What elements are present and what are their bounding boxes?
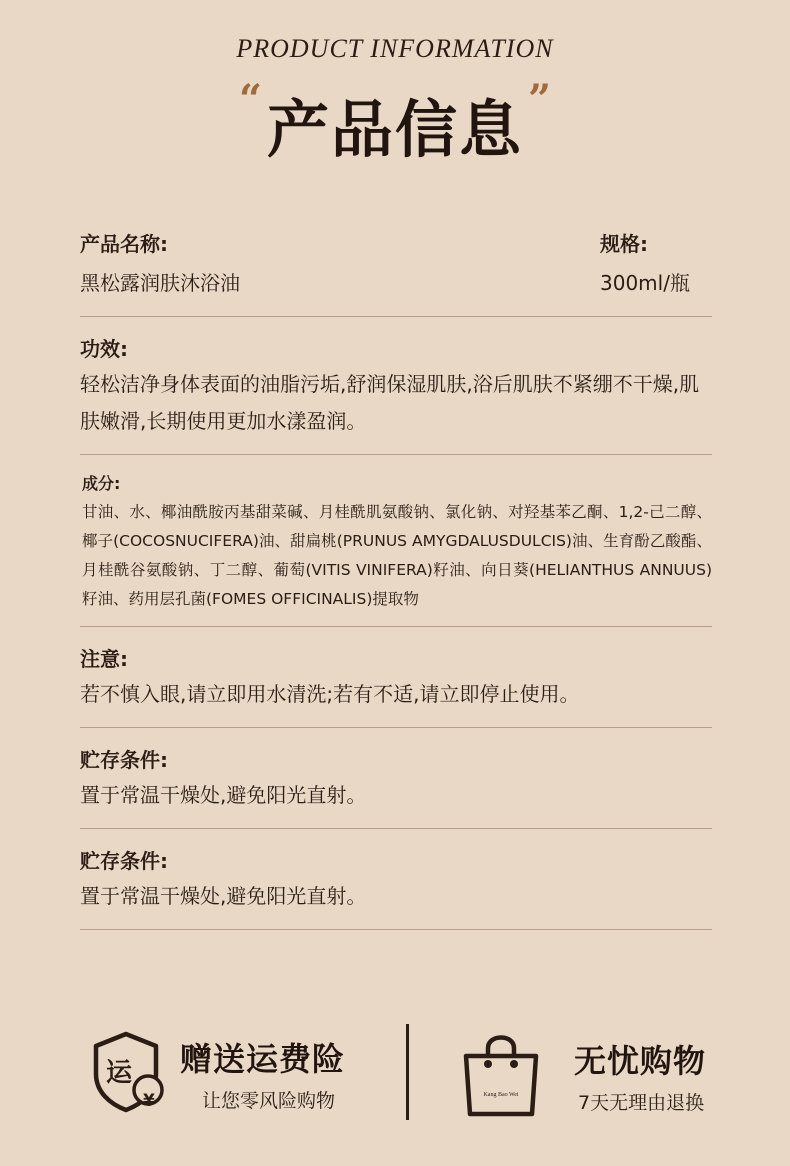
worry-free-subtitle: 7天无理由退换	[578, 1092, 705, 1114]
divider	[80, 929, 712, 930]
info-content	[80, 228, 712, 930]
product-row	[80, 228, 712, 296]
storage-text: 置于常温干燥处,避免阳光直射。	[80, 783, 367, 807]
page-title	[238, 76, 553, 169]
en-title: PRODUCT INFORMATION	[236, 34, 554, 63]
storage-text: 置于常温干燥处,避免阳光直射。	[80, 884, 367, 908]
divider	[80, 454, 712, 455]
caution-section	[80, 643, 712, 713]
worry-free-title: 无忧购物	[574, 1042, 707, 1080]
efficacy-text: 轻松洁净身体表面的油脂污垢,舒润保湿肌肤,浴后肌肤不紧绷不干燥,肌肤嫩滑,长期使用更加水漾盈润。	[80, 372, 700, 433]
storage-label: 贮存条件:	[80, 849, 168, 873]
spec-block	[600, 228, 712, 296]
spec-value: 300ml/瓶	[600, 271, 690, 295]
caution-text: 若不慎入眼,请立即用水清洗;若有不适,请立即停止使用。	[80, 682, 580, 706]
yen-symbol: ¥	[143, 1091, 155, 1111]
page-title-text: 产品信息	[266, 93, 523, 166]
shipping-insurance-title: 赠送运费险	[180, 1040, 346, 1078]
title-block	[0, 76, 790, 169]
shipping-insurance-subtitle: 让您零风险购物	[202, 1090, 336, 1112]
product-name-value: 黑松露润肤沐浴油	[80, 271, 240, 295]
storage-label: 贮存条件:	[80, 748, 168, 772]
storage-section-repeat	[80, 845, 712, 915]
divider	[80, 316, 712, 317]
badge-divider	[406, 1024, 409, 1120]
product-name-block	[80, 228, 240, 296]
product-name-label: 产品名称:	[80, 232, 168, 256]
ingredients-label: 成分:	[82, 474, 121, 493]
open-quote: “	[238, 76, 264, 123]
ingredients-section	[80, 471, 712, 614]
service-badges	[0, 1022, 790, 1122]
bag-brand-text: Kang Bao Wei	[483, 1092, 519, 1098]
divider	[80, 626, 712, 627]
spec-label: 规格:	[600, 232, 648, 256]
close-quote: ”	[527, 76, 553, 123]
shopping-bag-icon	[462, 1028, 540, 1118]
efficacy-label: 功效:	[80, 337, 128, 361]
caution-label: 注意:	[80, 647, 128, 671]
ingredients-text: 甘油、水、椰油酰胺丙基甜菜碱、月桂酰肌氨酸钠、氯化钠、对羟基苯乙酮、1,2-己二醇、椰子(COCOSNUCIFERA)油、甜扁桃(PRUNUS AMYGDALUSDULCIS)油、生育酚乙酸酯、月桂酰谷氨酸钠、丁二醇、葡萄(VITIS VINIFERA)籽油、向日葵(HELIANTHUS ANNUUS)籽油、药用层孔菌(FOMES OFFICINALIS)提取物	[82, 503, 712, 608]
storage-section	[80, 744, 712, 814]
divider	[80, 727, 712, 728]
efficacy-section	[80, 333, 712, 440]
divider	[80, 828, 712, 829]
shield-icon-char: 运	[106, 1058, 133, 1088]
